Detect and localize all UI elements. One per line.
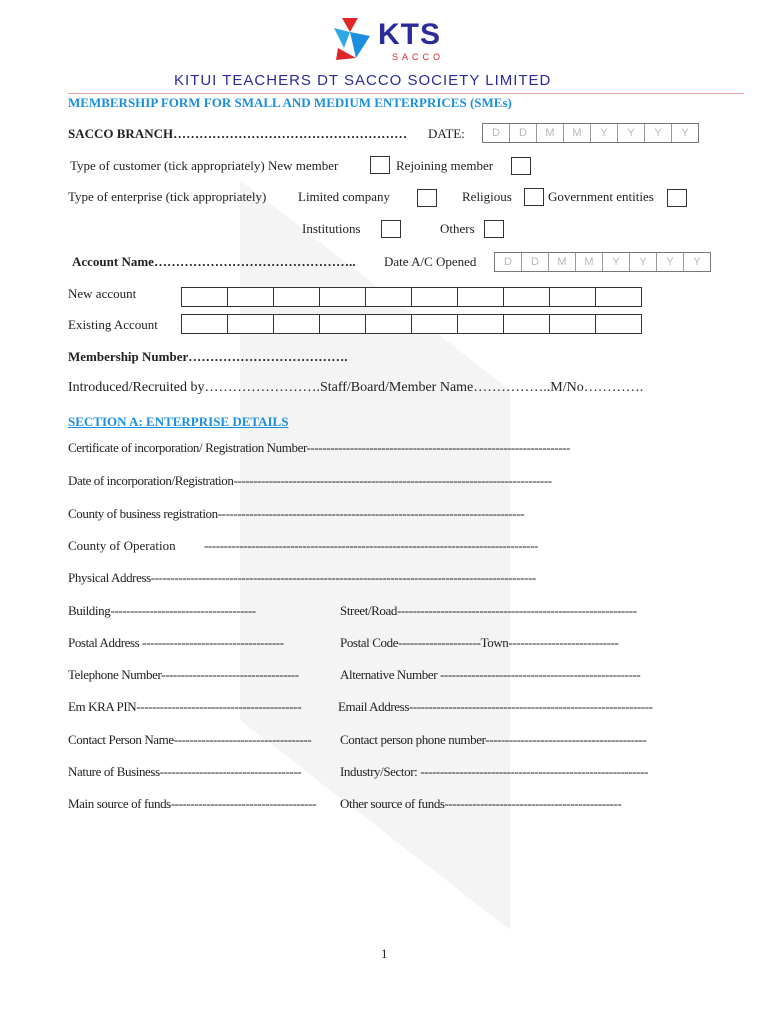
date-incorporation-field[interactable]: Date of incorporation/Registration--------------------------------------------------------------------------------- — [68, 473, 552, 488]
enterprise-type-label: Type of enterprise (tick appropriately) — [68, 189, 267, 204]
religious-label: Religious — [462, 189, 512, 204]
new-account-boxes[interactable] — [181, 287, 642, 307]
main-source-funds-field[interactable]: Main source of funds------------------------------------- — [68, 796, 317, 811]
digit-box[interactable] — [320, 315, 366, 333]
contact-person-field[interactable]: Contact Person Name----------------------------------- — [68, 732, 312, 747]
digit-box[interactable] — [550, 288, 596, 306]
nature-business-field[interactable]: Nature of Business------------------------------------ — [68, 764, 302, 779]
email-field[interactable]: Email Address-------------------------------------------------------------- — [338, 699, 653, 714]
limited-company-label: Limited company — [298, 189, 391, 204]
digit-box[interactable] — [504, 315, 550, 333]
rejoining-label: Rejoining member — [396, 158, 494, 173]
alternative-number-field[interactable]: Alternative Number --------------------------------------------------- — [340, 667, 641, 682]
date-opened-boxes[interactable] — [494, 252, 711, 272]
org-name: KITUI TEACHERS DT SACCO SOCIETY LIMITED — [174, 72, 552, 89]
industry-sector-field[interactable]: Industry/Sector: ---------------------------------------------------------- — [340, 764, 649, 779]
digit-box[interactable] — [412, 315, 458, 333]
date-box[interactable]: Y — [618, 124, 645, 142]
digit-box[interactable] — [182, 288, 228, 306]
digit-box[interactable] — [274, 315, 320, 333]
digit-box[interactable] — [228, 315, 274, 333]
logo-text: KTS — [378, 18, 441, 51]
date-box[interactable]: Y — [603, 253, 630, 271]
date-box[interactable]: Y — [645, 124, 672, 142]
digit-box[interactable] — [228, 288, 274, 306]
logo-subtext: SACCO — [392, 52, 445, 62]
digit-box[interactable] — [504, 288, 550, 306]
existing-account-label: Existing Account — [68, 317, 158, 332]
account-name-field[interactable]: Account Name……………………………………….. — [72, 254, 356, 269]
county-registration-field[interactable]: County of business registration------------------------------------------------------------------------------ — [68, 506, 525, 521]
introduced-by-field[interactable]: Introduced/Recruited by…………………….Staff/Board/Member Name……………..M/No…………. — [68, 380, 644, 395]
institutions-label: Institutions — [302, 221, 361, 236]
existing-account-boxes[interactable] — [181, 314, 642, 334]
date-box[interactable]: D — [483, 124, 510, 142]
certificate-field[interactable]: Certificate of incorporation/ Registration Number------------------------------------------------------------------- — [68, 440, 570, 455]
date-opened-label: Date A/C Opened — [384, 254, 477, 269]
digit-box[interactable] — [550, 315, 596, 333]
date-box[interactable]: M — [549, 253, 576, 271]
customer-type-label: Type of customer (tick appropriately) New member — [70, 158, 339, 173]
date-box[interactable]: M — [564, 124, 591, 142]
county-operation-field[interactable]: ------------------------------------------------------------------------------------- — [204, 538, 538, 553]
date-box[interactable]: D — [522, 253, 549, 271]
new-account-label: New account — [68, 286, 137, 301]
digit-box[interactable] — [596, 315, 641, 333]
others-checkbox[interactable] — [484, 220, 504, 238]
date-label: DATE: — [428, 126, 465, 141]
contact-phone-field[interactable]: Contact person phone number----------------------------------------- — [340, 732, 647, 747]
digit-box[interactable] — [458, 315, 504, 333]
digit-box[interactable] — [366, 315, 412, 333]
digit-box[interactable] — [366, 288, 412, 306]
date-input-boxes[interactable] — [482, 123, 699, 143]
date-box[interactable]: Y — [591, 124, 618, 142]
postal-address-field[interactable]: Postal Address ------------------------------------ — [68, 635, 284, 650]
limited-company-checkbox[interactable] — [417, 189, 437, 207]
date-box[interactable]: D — [510, 124, 537, 142]
government-label: Government entities — [548, 189, 654, 204]
digit-box[interactable] — [320, 288, 366, 306]
date-box[interactable]: Y — [681, 127, 689, 139]
new-member-checkbox[interactable] — [370, 156, 390, 174]
date-box[interactable]: M — [537, 124, 564, 142]
form-title: MEMBERSHIP FORM FOR SMALL AND MEDIUM ENTERPRICES (SMEs) — [68, 95, 512, 110]
digit-box[interactable] — [182, 315, 228, 333]
physical-address-field[interactable]: Physical Address-------------------------------------------------------------------------------------------------- — [68, 570, 536, 585]
rejoining-checkbox[interactable] — [511, 157, 531, 175]
section-a-heading: SECTION A: ENTERPRISE DETAILS — [68, 414, 289, 429]
postal-code-town-field[interactable]: Postal Code---------------------Town---------------------------- — [340, 635, 619, 650]
institutions-checkbox[interactable] — [381, 220, 401, 238]
religious-checkbox[interactable] — [524, 188, 544, 206]
header-divider — [68, 93, 744, 94]
page-number: 1 — [381, 946, 388, 961]
street-field[interactable]: Street/Road------------------------------------------------------------- — [340, 603, 637, 618]
digit-box[interactable] — [458, 288, 504, 306]
telephone-field[interactable]: Telephone Number----------------------------------- — [68, 667, 299, 682]
government-checkbox[interactable] — [667, 189, 687, 207]
date-box[interactable]: D — [495, 253, 522, 271]
membership-number-field[interactable]: Membership Number………………………………. — [68, 349, 348, 364]
digit-box[interactable] — [274, 288, 320, 306]
sacco-branch-field[interactable]: SACCO BRANCH……………………………………………… — [68, 126, 408, 141]
county-operation-label: County of Operation — [68, 538, 176, 553]
date-box[interactable]: Y — [630, 253, 657, 271]
kra-pin-field[interactable]: Em KRA PIN------------------------------------------ — [68, 699, 302, 714]
date-box[interactable]: Y — [693, 256, 701, 268]
other-source-funds-field[interactable]: Other source of funds--------------------------------------------- — [340, 796, 622, 811]
kts-logo-icon — [330, 14, 375, 62]
date-box[interactable]: Y — [657, 253, 684, 271]
digit-box[interactable] — [596, 288, 641, 306]
date-box[interactable]: M — [576, 253, 603, 271]
building-field[interactable]: Building------------------------------------- — [68, 603, 256, 618]
others-label: Others — [440, 221, 475, 236]
digit-box[interactable] — [412, 288, 458, 306]
